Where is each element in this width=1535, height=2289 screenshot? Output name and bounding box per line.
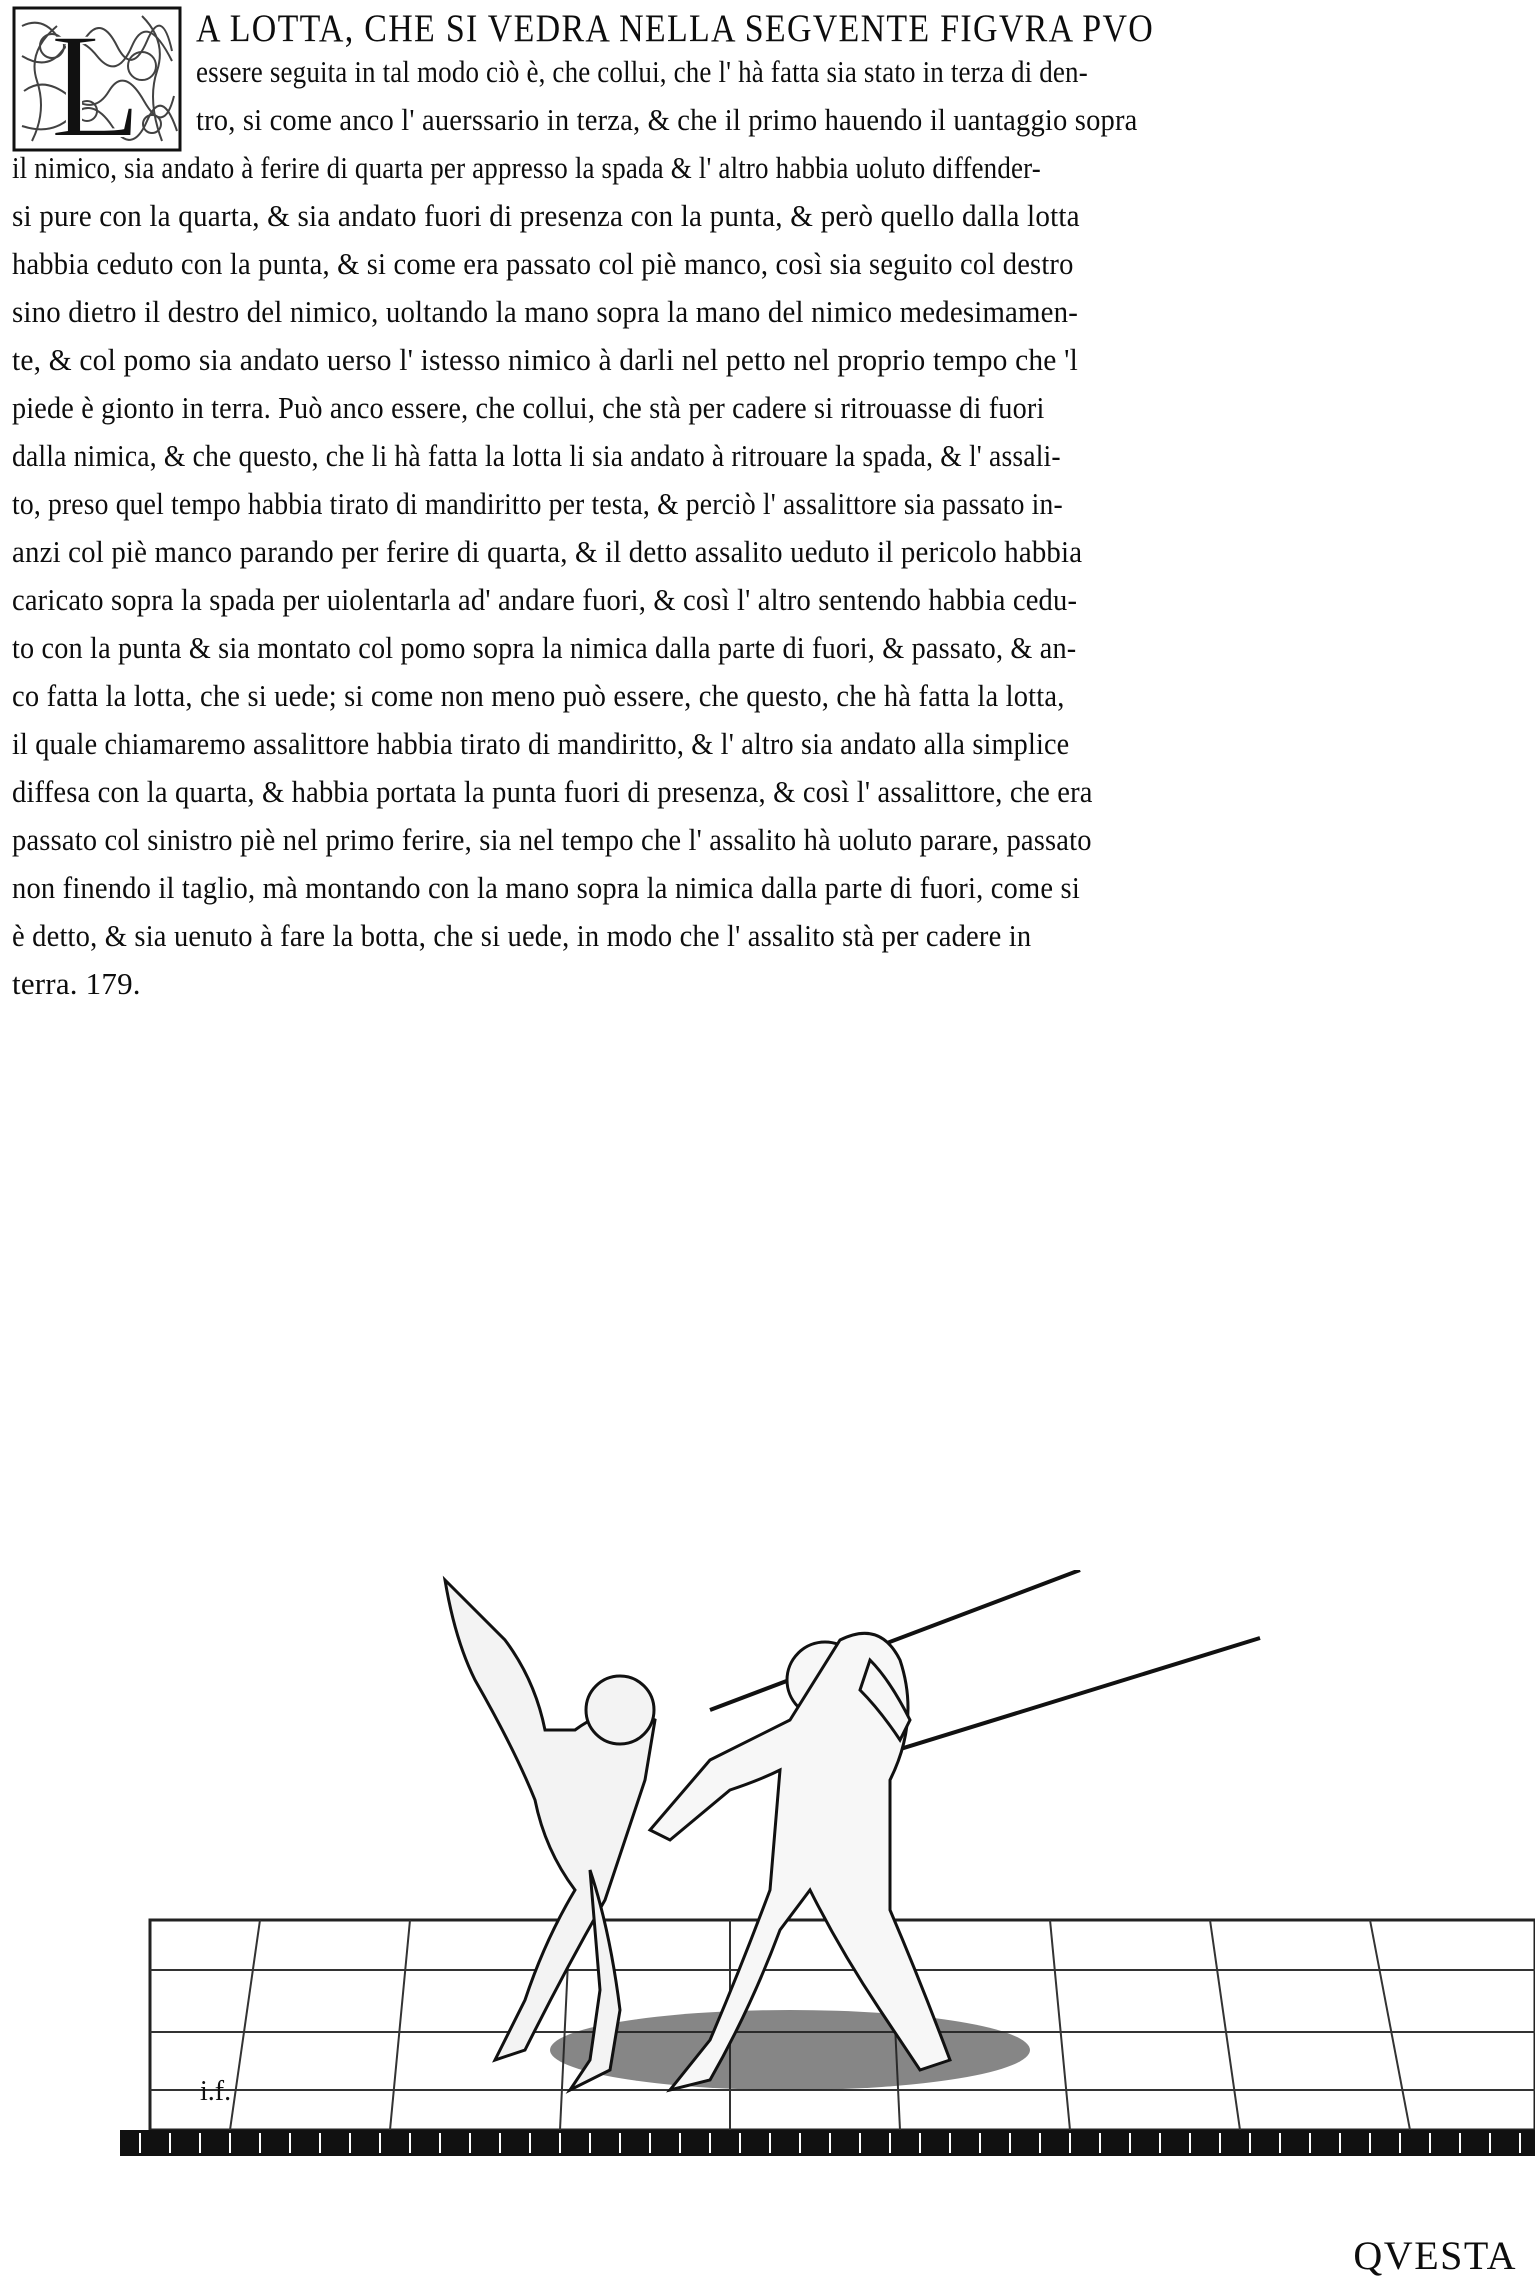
engraver-mark: i.f. bbox=[200, 2076, 232, 2107]
initial-letter-glyph: L bbox=[50, 6, 142, 152]
text-line-8: te, & col pomo sia andato uerso l' istesso nimico à darli nel petto nel proprio tempo che 'l bbox=[12, 342, 1078, 377]
text-line-9: piede è gionto in terra. Può anco essere, che collui, che stà per cadere si ritrouasse di fuori bbox=[12, 390, 1045, 425]
text-line-13: caricato sopra la spada per uiolentarla ad' andare fuori, & così l' altro sentendo habbia cedu- bbox=[12, 582, 1078, 617]
text-line-3: tro, si come anco l' auerssario in terza, & che il primo hauendo il uantaggio sopra bbox=[196, 102, 1138, 137]
figure-shadow bbox=[550, 2010, 1030, 2090]
text-line-20: è detto, & sia uenuto à fare la botta, che si uede, in modo che l' assalito stà per cadere in bbox=[12, 918, 1032, 953]
fencing-engraving bbox=[110, 1570, 1535, 2170]
catchword: QVESTA bbox=[1353, 2233, 1517, 2278]
text-line-2: essere seguita in tal modo ciò è, che collui, che l' hà fatta sia stato in terza di den- bbox=[196, 54, 1088, 89]
text-line-4: il nimico, sia andato à ferire di quarta per appresso la spada & l' altro habbia uoluto diffender- bbox=[12, 150, 1041, 185]
text-line-7: sino dietro il destro del nimico, uoltando la mano sopra la mano del nimico medesimamen- bbox=[12, 294, 1079, 329]
text-line-16: il quale chiamaremo assalittore habbia tirato di mandiritto, & l' altro sia andato alla simplice bbox=[12, 726, 1070, 761]
text-line-5: si pure con la quarta, & sia andato fuori di presenza con la punta, & però quello dalla lotta bbox=[12, 198, 1080, 233]
text-line-6: habbia ceduto con la punta, & si come era passato col piè manco, così sia seguito col destro bbox=[12, 246, 1074, 281]
text-line-10: dalla nimica, & che questo, che li hà fatta la lotta li sia andato à ritrouare la spada, & l' assali- bbox=[12, 438, 1061, 473]
decorated-initial-letter bbox=[12, 6, 182, 152]
text-line-17: diffesa con la quarta, & habbia portata la punta fuori di presenza, & così l' assalittore, che era bbox=[12, 774, 1093, 809]
text-line-1: A LOTTA, CHE SI VEDRA NELLA SEGVENTE FIGVRA PVO bbox=[196, 7, 1155, 50]
text-line-15: co fatta la lotta, che si uede; si come non meno può essere, che questo, che hà fatta la lotta, bbox=[12, 678, 1065, 713]
text-line-19: non finendo il taglio, mà montando con la mano sopra la nimica dalla parte di fuori, come si bbox=[12, 870, 1080, 905]
text-line-21: terra. 179. bbox=[12, 966, 141, 1001]
text-line-14: to con la punta & sia montato col pomo sopra la nimica dalla parte di fuori, & passato, & an- bbox=[12, 630, 1077, 665]
text-line-11: to, preso quel tempo habbia tirato di mandiritto per testa, & perciò l' assalittore sia passato in- bbox=[12, 486, 1063, 521]
text-line-12: anzi col piè manco parando per ferire di quarta, & il detto assalito ueduto il pericolo habbia bbox=[12, 534, 1083, 569]
text-line-18: passato col sinistro piè nel primo ferire, sia nel tempo che l' assalito hà uoluto parare, passato bbox=[12, 822, 1092, 857]
ground-ruler bbox=[120, 2130, 1535, 2156]
